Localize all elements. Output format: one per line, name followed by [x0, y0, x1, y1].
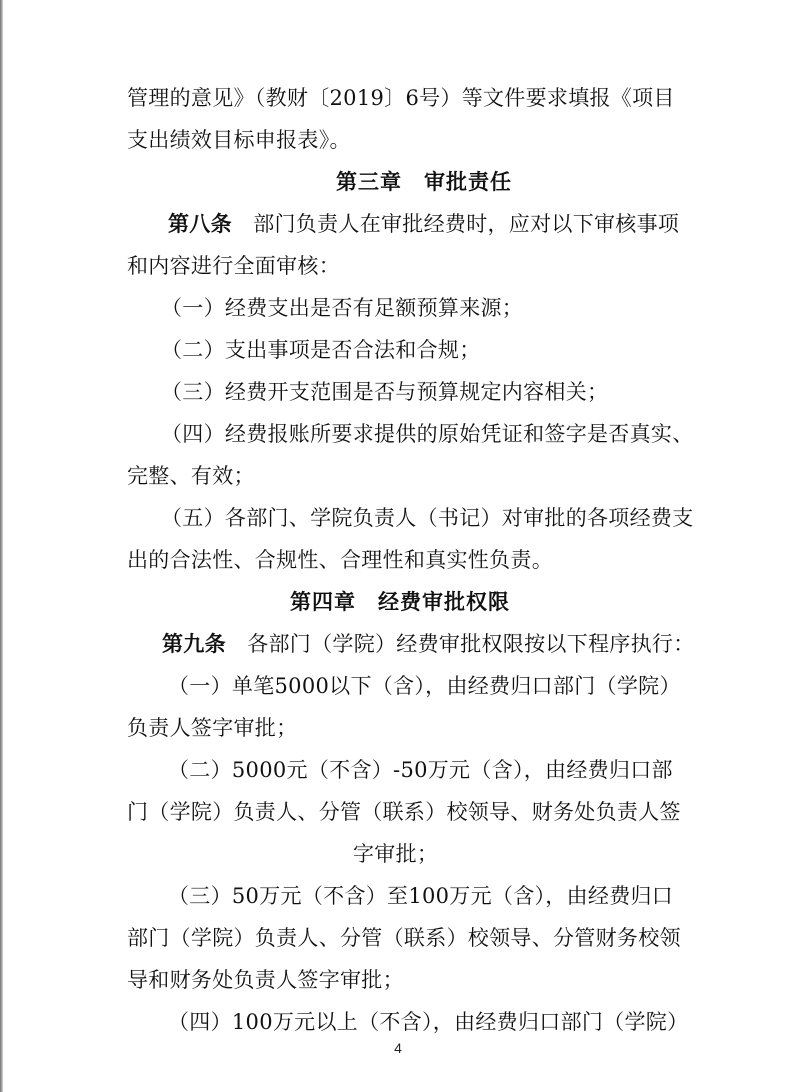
- scan-edge-shadow: [0, 0, 3, 1092]
- article-9-intro: [162, 631, 695, 657]
- article-8-item: （五）各部门、学院负责人（书记）对审批的各项经费支: [161, 506, 694, 530]
- article-8-intro: [168, 211, 679, 237]
- article-8-item: （二）支出事项是否合法和合规；: [161, 338, 481, 362]
- article-9-label: 第九条: [162, 632, 226, 656]
- article-8-item-cont: 出的合法性、合规性、合理性和真实性负责。: [127, 548, 553, 572]
- intro-line: 管理的意见》（教财〔2019〕6号）等文件要求填报《项目: [127, 86, 675, 110]
- article-9-item-cont: 字审批；: [353, 842, 439, 866]
- page-number: 4: [394, 1040, 402, 1056]
- article-9-item-cont: 导和财务处负责人签字审批；: [127, 968, 404, 992]
- article-8-item: （一）经费支出是否有足额预算来源；: [161, 296, 524, 320]
- chapter-3-title: 第三章 审批责任: [336, 170, 512, 194]
- article-8-item: （四）经费报账所要求提供的原始凭证和签字是否真实、: [161, 422, 694, 446]
- article-9-item: （三）50万元（不含）至100万元（含），由经费归口: [168, 884, 674, 908]
- article-8-item-cont: 完整、有效；: [127, 464, 255, 488]
- article-9-item: （一）单笔5000以下（含），由经费归口部门（学院）: [168, 674, 681, 698]
- article-8-line: 和内容进行全面审核：: [127, 254, 340, 278]
- article-9-item-cont: 部门（学院）负责人、分管（联系）校领导、分管财务校领: [127, 926, 681, 950]
- intro-line: 支出绩效目标申报表》。: [127, 128, 351, 152]
- article-9-item: （二）5000元（不含）-50万元（含），由经费归口部: [168, 758, 673, 782]
- article-9-item-cont: 门（学院）负责人、分管（联系）校领导、财务处负责人签: [127, 800, 681, 824]
- article-8-label: 第八条: [168, 212, 232, 236]
- chapter-4-title: 第四章 经费审批权限: [290, 590, 510, 614]
- article-9-item-cont: 负责人签字审批；: [127, 716, 298, 740]
- article-9-item: （四）100万元以上（不含），由经费归口部门（学院）: [168, 1010, 689, 1034]
- article-8-text: 部门负责人在审批经费时，应对以下审核事项: [231, 212, 680, 236]
- article-8-item: （三）经费开支范围是否与预算规定内容相关；: [161, 380, 609, 404]
- article-9-text: 各部门（学院）经费审批权限按以下程序执行：: [225, 632, 695, 656]
